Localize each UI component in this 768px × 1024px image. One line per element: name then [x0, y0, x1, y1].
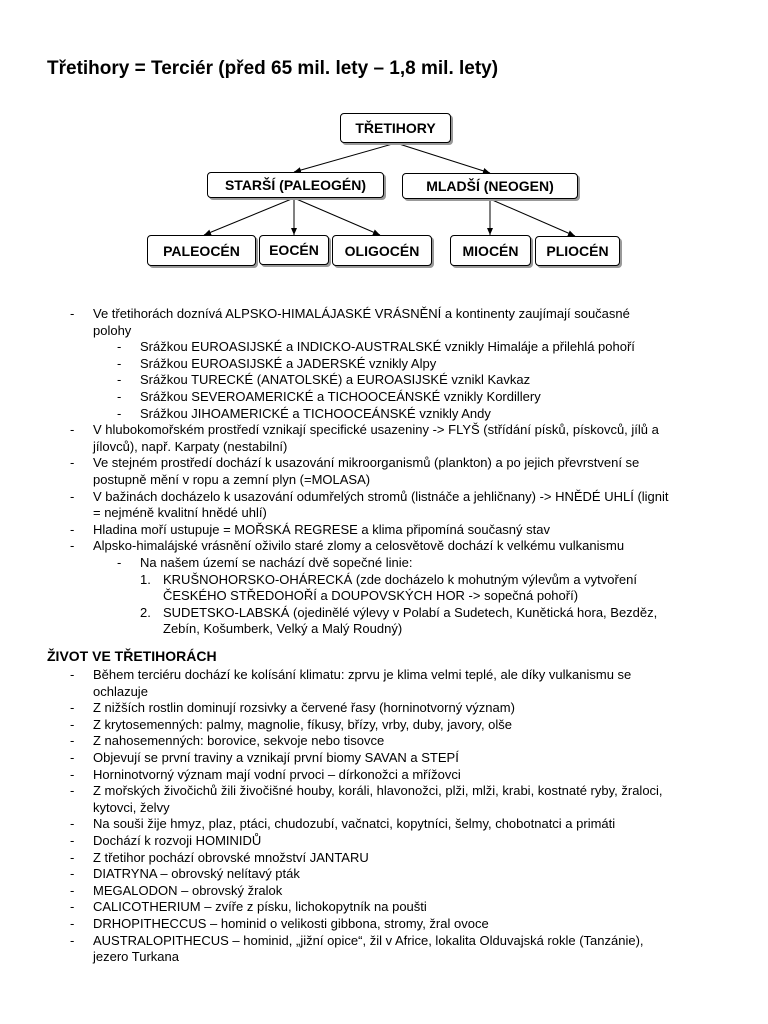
list-item: V hlubokomořském prostředí vznikají specifické usazeniny -> FLYŠ (střídání písků, pískovců, jílů a — [93, 422, 659, 438]
list-item: DRHOPITHECCUS – hominid o velikosti gibbona, stromy, žral ovoce — [93, 916, 489, 931]
bullet-dash: - — [117, 355, 122, 371]
list-item: Ve stejném prostředí dochází k usazování mikroorganismů (plankton) a po jejich převrstvení se — [93, 455, 640, 471]
list-item: Na našem území se nachází dvě sopečné linie: — [140, 555, 413, 570]
bullet-dash: - — [70, 750, 75, 765]
list-item: AUSTRALOPITHECUS – hominid, „jižní opice“, žil v Africe, lokalita Olduvajská rokle (Tanzánie), — [93, 932, 644, 948]
bullet-dash: - — [70, 521, 75, 537]
list-item: Z krytosemenných: palmy, magnolie, fíkusy, břízy, vrby, duby, javory, olše — [93, 716, 513, 732]
list-item: Na souši žije hmyz, plaz, ptáci, chudozubí, vačnatci, kopytníci, šelmy, chobotnatci a primáti — [93, 816, 616, 832]
list-item: polohy — [93, 322, 132, 338]
bullet-dash: - — [70, 816, 75, 832]
page-title: Třetihory = Terciér (před 65 mil. lety – 1,8 mil. lety) — [47, 58, 499, 79]
list-item: Během terciéru dochází ke kolísání klimatu: zprvu je klima velmi teplé, ale díky vulkanismu se — [93, 667, 632, 682]
section-title-life: ŽIVOT VE TŘETIHORÁCH — [47, 648, 217, 664]
list-item: DIATRYNA – obrovský nelítavý pták — [93, 866, 300, 882]
list-item: ČESKÉHO STŘEDOHOŘÍ a DOUPOVSKÝCH HOR -> sopečná pohoří) — [163, 588, 579, 604]
list-item: Hladina moří ustupuje = MOŘSKÁ REGRESE a klima připomíná současný stav — [93, 521, 550, 537]
list-item: Srážkou TURECKÉ (ANATOLSKÉ) a EUROASIJSKÉ vznikl Kavkaz — [140, 372, 531, 388]
node-starsi-paleogen: STARŠÍ (PALEOGÉN) — [207, 172, 384, 198]
list-item: Srážkou EUROASIJSKÉ a INDICKO-AUSTRALSKÉ vznikly Himaláje a přilehlá pohoří — [140, 339, 635, 355]
list-item: MEGALODON – obrovský žralok — [93, 882, 283, 898]
bullet-dash: - — [70, 783, 75, 799]
node-eocen: EOCÉN — [259, 235, 329, 265]
bullet-dash: - — [70, 866, 75, 882]
bullet-dash: - — [70, 833, 75, 848]
bullet-dash: - — [117, 372, 122, 388]
bullet-dash: - — [70, 716, 75, 732]
list-item: Objevují se první traviny a vznikají první biomy SAVAN a STEPÍ — [93, 750, 459, 765]
bullet-dash: - — [70, 306, 75, 321]
list-item: Ve třetihorách doznívá ALPSKO-HIMALÁJASKÉ VRÁSNĚNÍ a kontinenty zaujímají současné — [93, 306, 630, 321]
list-item: SUDETSKO-LABSKÁ (ojedinělé výlevy v Polabí a Sudetech, Kunětická hora, Bezděz, — [163, 604, 658, 620]
list-item: Dochází k rozvoji HOMINIDŮ — [93, 833, 262, 848]
node-pliocen: PLIOCÉN — [535, 236, 620, 266]
bullet-dash: - — [117, 389, 122, 404]
list-item: Z mořských živočichů žili živočišné houby, koráli, hlavonožci, plži, mlži, krabi, kostnaté ryby, žraloci, — [93, 783, 663, 799]
list-item: Z nižších rostlin dominují rozsivky a červené řasy (horninotvorný význam) — [93, 700, 515, 716]
list-item: KRUŠNOHORSKO-OHÁRECKÁ (zde docházelo k mohutným výlevům a vytvoření — [163, 571, 637, 587]
list-item: Horninotvorný význam mají vodní prvoci – dírkonožci a mřížovci — [93, 766, 461, 782]
list-item: postupně mění v ropu a zemní plyn (=MOLASA) — [93, 472, 371, 487]
list-item: = nejméně kvalitní hnědé uhlí) — [93, 505, 267, 521]
bullet-dash: - — [70, 899, 75, 915]
bullet-dash: - — [117, 339, 122, 355]
bullet-dash: - — [117, 555, 122, 570]
bullet-dash: - — [70, 455, 75, 471]
bullet-dash: - — [70, 700, 75, 716]
list-item: Zebín, Košumberk, Velký a Malý Roudný) — [163, 621, 403, 637]
bullet-dash: - — [70, 667, 75, 682]
bullet-dash: - — [117, 405, 122, 421]
list-item: Srážkou JIHOAMERICKÉ a TICHOOCEÁNSKÉ vznikly Andy — [140, 405, 491, 421]
bullet-dash: - — [70, 849, 75, 865]
list-number: 2. — [140, 604, 151, 620]
list-item: Alpsko-himalájské vrásnění oživilo staré zlomy a celosvětově dochází k velkému vulkanismu — [93, 538, 625, 554]
bullet-dash: - — [70, 422, 75, 438]
bullet-dash: - — [70, 538, 75, 554]
node-paleocen: PALEOCÉN — [147, 235, 256, 266]
list-item: V bažinách docházelo k usazování odumřelých stromů (listnáče a jehličnany) -> HNĚDÉ UHLÍ (lignit — [93, 488, 669, 504]
bullet-dash: - — [70, 733, 75, 749]
bullet-dash: - — [70, 766, 75, 782]
node-tretihory: TŘETIHORY — [340, 113, 451, 143]
list-item: jílovců), např. Karpaty (nestabilní) — [93, 438, 288, 454]
bullet-dash: - — [70, 882, 75, 898]
list-item: Z třetihor pochází obrovské množství JANTARU — [93, 849, 369, 865]
list-item: jezero Turkana — [93, 949, 179, 965]
node-oligocen: OLIGOCÉN — [332, 235, 432, 266]
bullet-dash: - — [70, 932, 75, 948]
list-item: CALICOTHERIUM – zvíře z písku, lichokopytník na poušti — [93, 899, 427, 915]
list-item: Srážkou EUROASIJSKÉ a JADERSKÉ vznikly Alpy — [140, 355, 437, 371]
list-number: 1. — [140, 571, 151, 587]
list-item: Srážkou SEVEROAMERICKÉ a TICHOOCEÁNSKÉ vznikly Kordillery — [140, 389, 541, 404]
list-item: Z nahosemenných: borovice, sekvoje nebo tisovce — [93, 733, 385, 749]
list-item: ochlazuje — [93, 683, 148, 699]
node-mladsi-neogen: MLADŠÍ (NEOGEN) — [402, 173, 578, 199]
node-miocen: MIOCÉN — [450, 235, 531, 266]
list-item: kytovci, želvy — [93, 799, 170, 815]
bullet-dash: - — [70, 916, 75, 931]
bullet-dash: - — [70, 488, 75, 504]
